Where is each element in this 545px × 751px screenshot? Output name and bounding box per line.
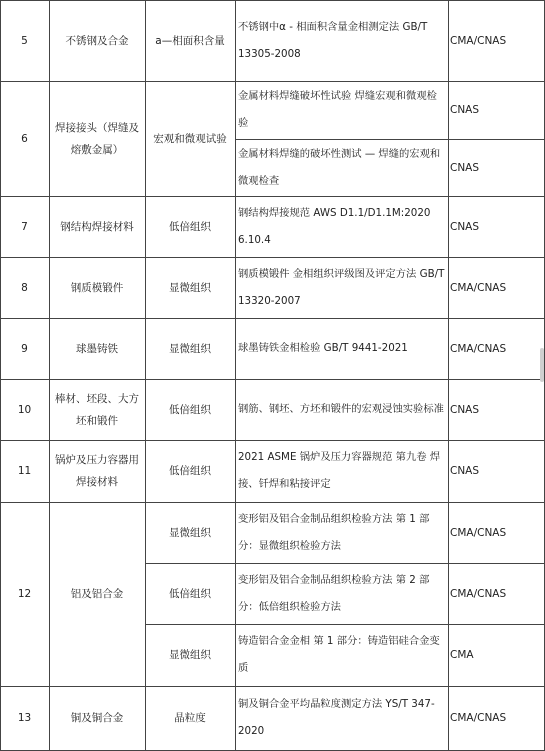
standard-cell bbox=[235, 139, 448, 196]
standard-cell bbox=[235, 440, 448, 502]
test-item-cell: 显微组织 bbox=[169, 281, 211, 294]
row-number: 8 bbox=[21, 281, 28, 294]
material-cell: 钢质模锻件 bbox=[70, 281, 124, 294]
accreditation-cell: CNAS bbox=[450, 465, 480, 477]
accreditation-cell: CMA/CNAS bbox=[450, 342, 507, 355]
standard-text: 球墨铸铁金相检验 GB/T 9441-2021 bbox=[238, 342, 408, 354]
accreditation-cell: CMA/CNAS bbox=[450, 34, 507, 47]
test-item-cell: 低倍组织 bbox=[169, 220, 211, 233]
standard-cell bbox=[235, 686, 448, 750]
row-number: 13 bbox=[17, 712, 32, 724]
standard-text: 钢筋、钢坯、方坯和锻件的宏观浸蚀实验标准 bbox=[238, 403, 444, 415]
accreditation-cell: CNAS bbox=[450, 161, 480, 174]
standard-text: 金属材料焊缝的破坏性测试 — 焊缝的宏观和微观检查 bbox=[238, 147, 441, 187]
standard-text: 不锈钢中α - 相面积含量金相测定法 GB/T 13305-2008 bbox=[238, 20, 428, 60]
standard-cell bbox=[235, 318, 448, 379]
accreditation-cell: CNAS bbox=[450, 403, 480, 416]
row-number: 10 bbox=[17, 403, 32, 416]
standard-cell bbox=[235, 563, 448, 624]
standard-text: 金属材料焊缝破坏性试验 焊缝宏观和微观检验 bbox=[238, 90, 437, 129]
row-number: 5 bbox=[21, 34, 28, 47]
standard-text: 钢质模锻件 金相组织评级图及评定方法 GB/T 13320-2007 bbox=[238, 267, 445, 307]
accreditation-cell: CNAS bbox=[450, 220, 480, 233]
standard-text: 变形铝及铝合金制品组织检验方法 第 2 部分：低倍组织检验方法 bbox=[238, 573, 430, 613]
test-item-cell: 低倍组织 bbox=[169, 403, 211, 416]
material-cell: 锅炉及压力容器用焊接材料 bbox=[55, 454, 139, 488]
material-cell: 棒材、坯段、大方坯和锻件 bbox=[55, 392, 139, 427]
test-item-cell: 低倍组织 bbox=[169, 587, 211, 600]
accreditation-cell: CMA/CNAS bbox=[450, 712, 507, 724]
row-number: 6 bbox=[21, 132, 28, 145]
standard-cell bbox=[235, 624, 448, 686]
standard-text: 铜及铜合金平均晶粒度测定方法 YS/T 347-2020 bbox=[238, 698, 435, 737]
standard-text: 2021 ASME 锅炉及压力容器规范 第九卷 焊接、钎焊和粘接评定 bbox=[238, 451, 441, 490]
row-number: 12 bbox=[17, 588, 32, 600]
standard-cell bbox=[235, 0, 448, 81]
standard-cell bbox=[235, 196, 448, 257]
material-cell: 不锈钢及合金 bbox=[65, 34, 129, 47]
scrollbar-thumb[interactable] bbox=[540, 348, 544, 382]
accreditation-cell: CMA bbox=[450, 649, 474, 661]
accreditation-cell: CMA/CNAS bbox=[450, 526, 507, 539]
row-number: 9 bbox=[21, 342, 28, 355]
standard-text: 钢结构焊接规范 AWS D1.1/D1.1M:2020 6.10.4 bbox=[238, 206, 431, 246]
test-item-cell: 显微组织 bbox=[169, 342, 211, 355]
test-item-cell: 低倍组织 bbox=[169, 465, 211, 477]
standard-text: 变形铝及铝合金制品组织检验方法 第 1 部分：显微组织检验方法 bbox=[238, 512, 430, 552]
accreditation-cell: CMA/CNAS bbox=[450, 587, 507, 600]
standard-cell bbox=[235, 502, 448, 563]
test-item-cell: 晶粒度 bbox=[174, 712, 206, 724]
test-item-cell: 显微组织 bbox=[169, 526, 211, 539]
standard-cell bbox=[235, 257, 448, 318]
standard-cell bbox=[235, 379, 448, 440]
material-cell: 焊接接头（焊缝及熔敷金属） bbox=[55, 121, 139, 156]
material-cell: 铝及铝合金 bbox=[70, 588, 124, 600]
standard-text: 铸造铝合金金相 第 1 部分：铸造铝硅合金变质 bbox=[238, 635, 440, 674]
material-cell: 钢结构焊接材料 bbox=[60, 220, 134, 233]
accreditation-cell: CNAS bbox=[450, 104, 480, 116]
row-number: 11 bbox=[17, 465, 32, 477]
accreditation-cell: CMA/CNAS bbox=[450, 281, 507, 294]
material-cell: 铜及铜合金 bbox=[70, 712, 124, 724]
test-item-cell: a—相面积含量 bbox=[155, 34, 225, 47]
test-item-cell: 宏观和微观试验 bbox=[153, 132, 227, 145]
row-number: 7 bbox=[21, 220, 28, 233]
test-item-cell: 显微组织 bbox=[169, 649, 211, 661]
standard-cell bbox=[235, 81, 448, 139]
material-cell: 球墨铸铁 bbox=[76, 342, 118, 355]
